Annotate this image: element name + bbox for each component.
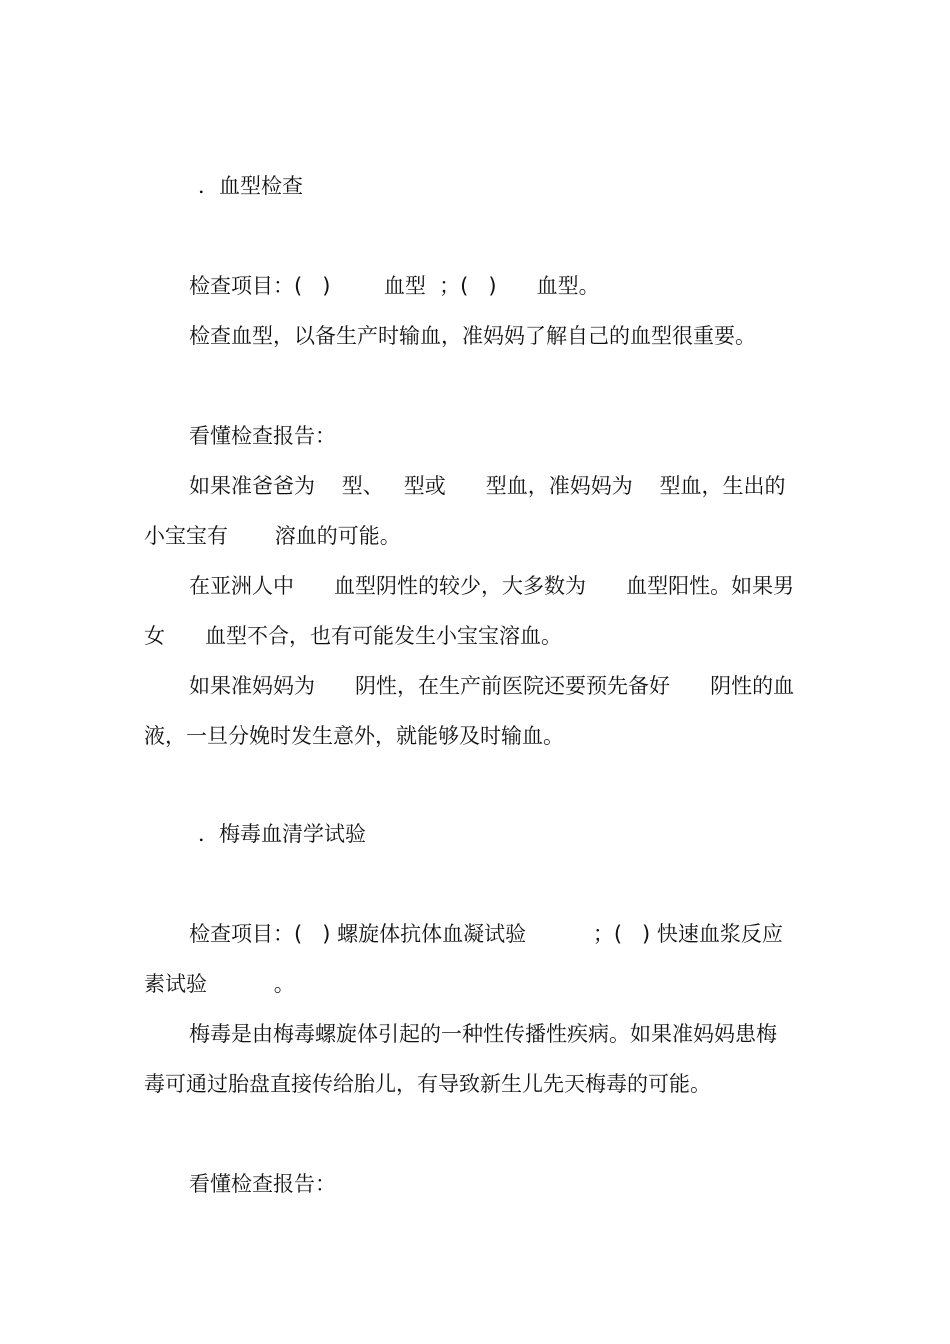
report-paragraph-line: 女 血型不合，也有可能发生小宝宝溶血。	[144, 624, 563, 648]
intro-syphilis-cont: 毒可通过胎盘直接传给胎儿，有导致新生儿先天梅毒的可能。	[144, 1072, 711, 1096]
section-heading-blood-type: ．血型检查	[198, 174, 303, 198]
report-label-syphilis: 看懂检查报告：	[189, 1172, 336, 1196]
exam-items-blood-type: 检查项目：( ) 血型 ；( ) 血型。	[189, 274, 600, 298]
report-paragraph-line: 在亚洲人中 血型阴性的较少，大多数为 血型阳性。如果男	[189, 574, 795, 598]
intro-blood-type: 检查血型，以备生产时输血，准妈妈了解自己的血型很重要。	[189, 324, 756, 348]
report-paragraph-line: 如果准爸爸为 型、 型或 型血，准妈妈为 型血，生出的	[189, 474, 786, 498]
exam-items-syphilis-cont: 素试验 。	[144, 972, 295, 996]
report-label-blood-type: 看懂检查报告：	[189, 424, 336, 448]
exam-items-syphilis: 检查项目：( ) 螺旋体抗体血凝试验 ；( ) 快速血浆反应	[189, 922, 783, 946]
intro-syphilis: 梅毒是由梅毒螺旋体引起的一种性传播性疾病。如果准妈妈患梅	[189, 1022, 777, 1046]
report-paragraph-line: 液，一旦分娩时发生意外，就能够及时输血。	[144, 724, 564, 748]
report-paragraph-line: 如果准妈妈为 阴性，在生产前医院还要预先备好 阴性的血	[189, 674, 795, 698]
section-heading-syphilis: ．梅毒血清学试验	[198, 822, 366, 846]
report-paragraph-line: 小宝宝有 溶血的可能。	[144, 524, 401, 548]
